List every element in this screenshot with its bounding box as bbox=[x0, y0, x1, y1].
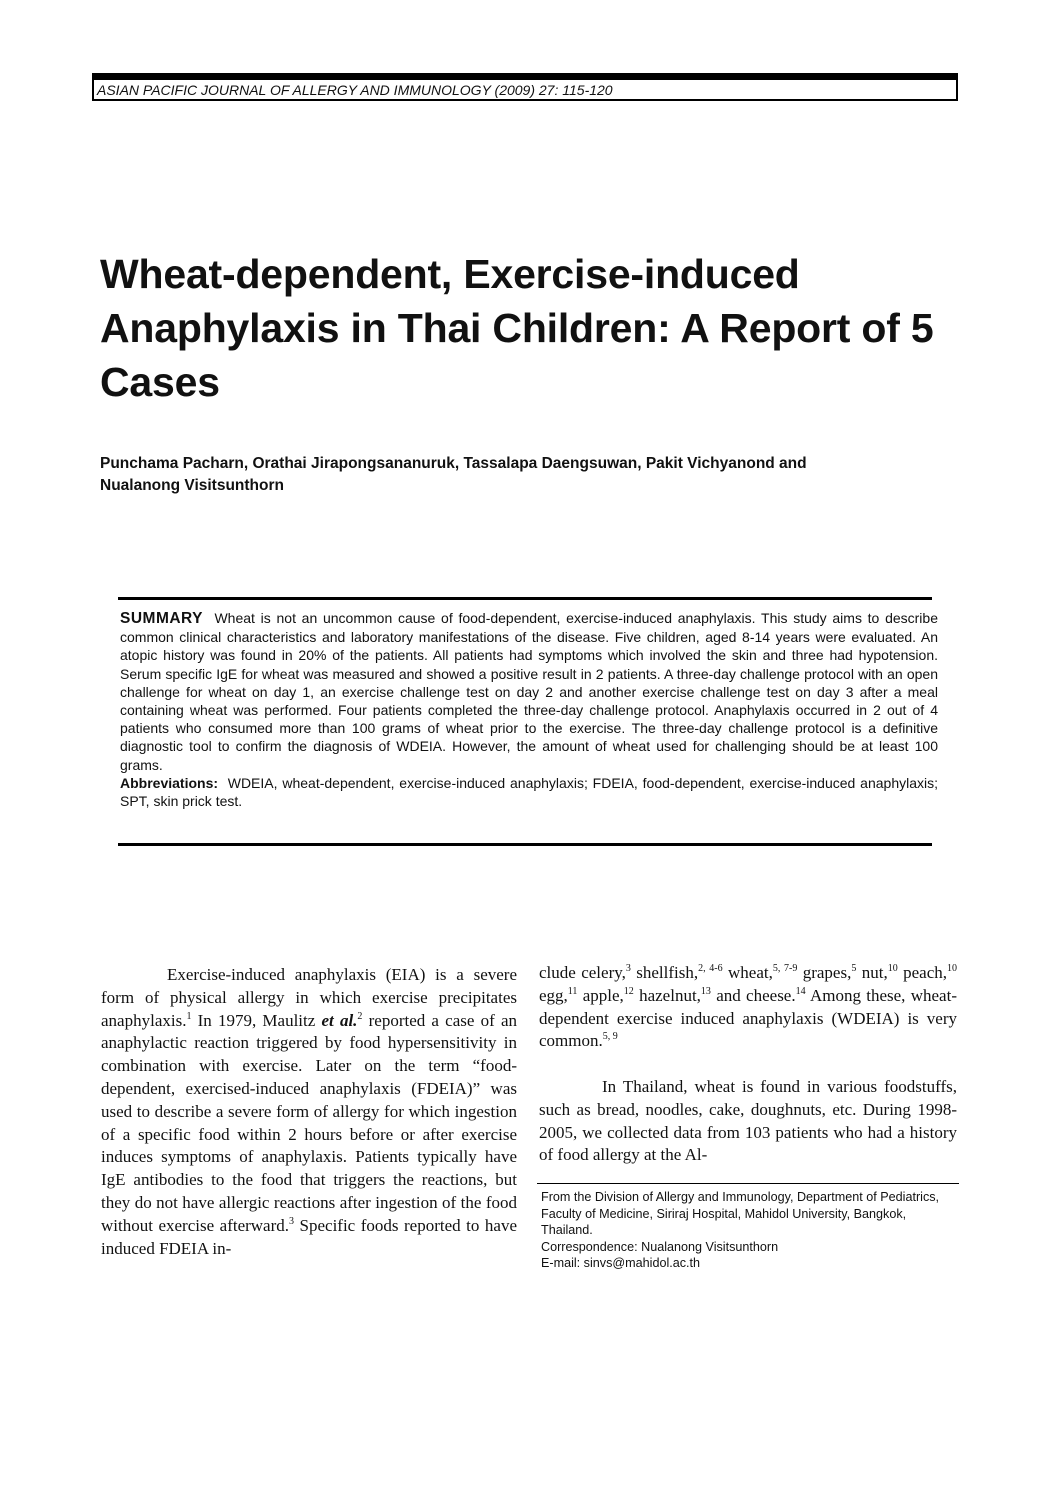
author-list bbox=[100, 453, 940, 497]
citation-ref: 2 bbox=[357, 1010, 363, 1022]
citation-ref: 5, 9 bbox=[602, 1031, 618, 1043]
body-text: shellfish, bbox=[630, 963, 699, 982]
body-right-column-paragraph-1 bbox=[539, 962, 957, 1053]
summary-top-rule bbox=[118, 597, 932, 600]
body-text: nut, bbox=[856, 963, 888, 982]
authors-line-1: Punchama Pacharn, Orathai Jirapongsananuruk, Tassalapa Daengsuwan, Pakit Vichyanond and bbox=[100, 455, 807, 472]
correspondence-text: Correspondence: Nualanong Visitsunthorn bbox=[541, 1239, 779, 1254]
footnote-rule bbox=[537, 1183, 959, 1184]
body-text: apple, bbox=[577, 985, 624, 1005]
abbreviations-text: WDEIA, wheat-dependent, exercise-induced anaphylaxis; FDEIA, food-dependent, exercise-induced anaphylaxis; SPT, skin prick test. bbox=[120, 774, 939, 810]
body-text: grapes, bbox=[797, 963, 852, 982]
footnote-block bbox=[541, 1189, 959, 1272]
et-al-text: et al. bbox=[321, 1010, 358, 1030]
body-text: Among these, wheat-dependent exercise induced anaphylaxis (WDEIA) is very common. bbox=[539, 985, 957, 1051]
citation-ref: 3 bbox=[625, 963, 631, 974]
body-text: clude celery, bbox=[539, 963, 626, 982]
summary-label: SUMMARY bbox=[120, 610, 204, 627]
citation-ref: 2, 4-6 bbox=[698, 963, 723, 974]
citation-ref: 11 bbox=[567, 985, 578, 997]
body-text: hazelnut, bbox=[633, 985, 701, 1005]
citation-ref: 5, 7-9 bbox=[772, 963, 798, 974]
summary-paragraph bbox=[120, 609, 938, 774]
citation-ref: 10 bbox=[947, 963, 957, 974]
citation-ref: 1 bbox=[186, 1010, 192, 1022]
citation-ref: 5 bbox=[851, 963, 857, 974]
body-text: egg, bbox=[539, 985, 568, 1005]
citation-ref: 14 bbox=[795, 985, 806, 997]
journal-header bbox=[92, 73, 958, 101]
body-text: peach, bbox=[897, 963, 947, 982]
body-left-column bbox=[101, 964, 517, 1260]
citation-ref: 12 bbox=[623, 985, 634, 997]
citation-ref: 3 bbox=[289, 1215, 295, 1227]
abbreviations-label: Abbreviations: bbox=[120, 774, 219, 791]
affiliation-text: From the Division of Allergy and Immunology, Department of Pediatrics, Faculty of Medicine, Siriraj Hospital, Mahidol University, Bangkok, Thailand. bbox=[541, 1190, 940, 1237]
journal-citation: ASIAN PACIFIC JOURNAL OF ALLERGY AND IMMUNOLOGY (2009) 27: 115-120 bbox=[97, 82, 613, 98]
body-text: wheat, bbox=[722, 963, 773, 982]
body-text: Exercise-induced anaphylaxis (EIA) is a severe form of physical allergy in which exercise precipitates anaphylaxis. bbox=[101, 965, 517, 1030]
summary-bottom-rule bbox=[118, 843, 932, 846]
citation-ref: 13 bbox=[700, 985, 711, 997]
abbreviations-paragraph bbox=[120, 774, 938, 810]
citation-ref: 10 bbox=[887, 963, 898, 974]
article-title: Wheat-dependent, Exercise-induced Anaphylaxis in Thai Children: A Report of 5 Cases bbox=[100, 251, 934, 405]
body-right-column-paragraph-2: In Thailand, wheat is found in various foodstuffs, such as bread, noodles, cake, doughnuts, etc. During 1998-2005, we collected data from 103 patients who had a history of food allergy at the Al- bbox=[539, 1077, 957, 1165]
body-text: and cheese. bbox=[710, 985, 796, 1005]
email-text: E-mail: sinvs@mahidol.ac.th bbox=[541, 1256, 701, 1270]
summary-block bbox=[120, 609, 938, 810]
summary-text: Wheat is not an uncommon cause of food-dependent, exercise-induced anaphylaxis. This study aims to describe common clinical characteristics and laboratory manifestations of the disease. Five children, aged 8-14 years were evaluated. An atopic history was found in 20% of the patients. All patients had symptoms which involved the skin and three had hypotension. Serum specific IgE for wheat was measured and showed a positive result in 2 patients. A three-day challenge protocol with an open challenge for wheat on day 1, an exercise challenge test on day 2 and another exercise challenge test on day 3 after a meal containing wheat was performed. Four patients completed the three-day challenge protocol. Anaphylaxis occurred in 2 out of 4 patients who consumed more than 100 grams of wheat prior to the exercise. The three-day challenge protocol is a definitive diagnostic tool to confirm the diagnosis of WDEIA. However, the amount of wheat used for challenging should be at least 100 grams. bbox=[120, 610, 938, 773]
authors-line-2: Nualanong Visitsunthorn bbox=[100, 477, 284, 494]
body-text: In 1979, Maulitz bbox=[191, 1010, 322, 1030]
body-text: reported a case of an anaphylactic reaction triggered by food hypersensitivity in combination with exercise. Later on the term “food-dependent, exercised-induced anaphylaxis (FDEIA)” was used to describe a severe form of allergy for which ingestion of a specific food within 2 hours before or after exercise induces symptoms of anaphylaxis. Patients typically have IgE antibodies to the food that triggers the reactions, but they do not have allergic reactions after ingestion of the food without exercise afterward. bbox=[101, 1010, 517, 1235]
body-text: Specific foods reported to have induced FDEIA in- bbox=[101, 1215, 517, 1258]
